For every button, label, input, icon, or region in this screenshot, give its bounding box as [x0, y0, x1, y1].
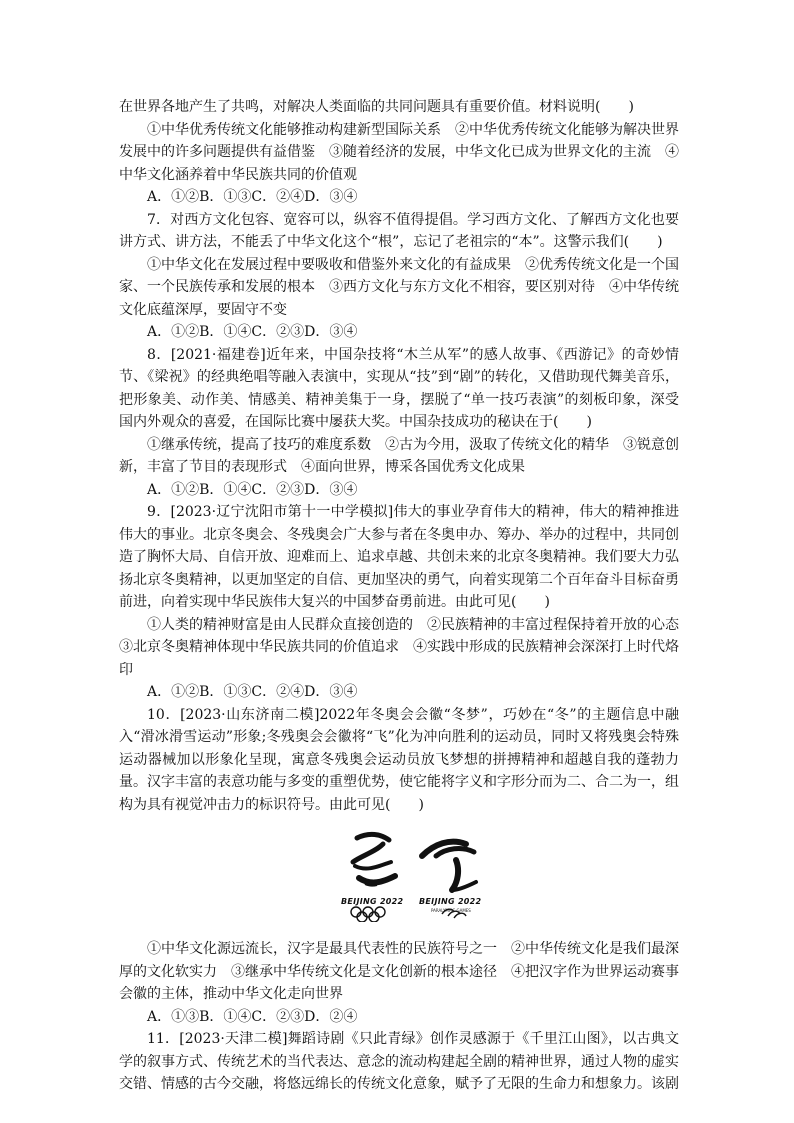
q8-stem: 8．[2021·福建卷]近年来，中国杂技将“木兰从军”的感人故事、《西游记》的奇妙情节、《梁祝》的经典绝唱等融入表演中，实现从“技”到“剧”的转化，又借助现代舞美音乐，把形象美、动作美、情感美、精神美集于一身，摆脱了“单一技巧表演”的刻板印象，深受国内外观众的喜爱，在国际比赛中屡获大奖。中国杂技成功的秘诀在于( ): [119, 346, 679, 430]
q9-stem: 9．[2023·辽宁沈阳市第十一中学模拟]伟大的事业孕育伟大的精神，伟大的精神推进伟大的事业。北京冬奥会、冬残奥会广大参与者在冬奥申办、筹办、举办的过程中，共同创造了胸怀大局、自信开放、迎难而上、追求卓越、共创未来的北京冬奥精神。我们要大力弘扬北京冬奥精神，以更加坚定的自信、更加坚决的勇气，向着实现第二个百年奋斗目标奋勇前进，向着实现中华民族伟大复兴的中国梦奋勇前进。由此可见( ): [119, 504, 679, 610]
q10-options: ①中华文化源远流长，汉字是最具代表性的民族符号之一 ②中华传统文化是我们最深厚的文化软实力 ③继承中华传统文化是文化创新的根本途径 ④把汉字作为世界运动赛事会徽的主体，推动中华文化走向世界: [119, 941, 679, 1002]
q10-answer-choices: A．①③B．①④C．②③D．②④: [147, 1008, 358, 1025]
q9-options: ①人类的精神财富是由人民群众直接创造的 ②民族精神的丰富过程保持着开放的心态 ③北京冬奥精神体现中华民族共同的价值追求 ④实践中形成的民族精神会深深打上时代烙印: [119, 616, 693, 678]
q6-options: ①中华优秀传统文化能够推动构建新型国际关系 ②中华优秀传统文化能够为解决世界发展中的许多问题提供有益借鉴 ③随着经济的发展，中华文化已成为世界文化的主流 ④中华文化涵养着中华民族共同的价值观: [119, 121, 679, 183]
olympic-emblem-caption: BEIJING 2022: [341, 897, 404, 906]
q6-answer-choices: A．①②B．①③C．②④D．③④: [147, 189, 358, 205]
q8-options: ①继承传统，提高了技巧的难度系数 ②古为今用，汲取了传统文化的精华 ③锐意创新，丰富了节目的表现形式 ④面向世界，博采各国优秀文化成果: [119, 436, 679, 475]
paralympic-emblem-caption: BEIJING 2022: [419, 897, 482, 906]
q7-answer-choices: A．①②B．①④C．②③D．③④: [147, 324, 358, 340]
beijing-2022-olympic-emblem: [339, 826, 409, 922]
paralympic-emblem-subcaption: PARALYMPIC GAMES: [431, 908, 471, 913]
q8-answer-choices: A．①②B．①④C．②③D．③④: [147, 481, 358, 498]
q9-answer-choices: A．①②B．①③C．②④D．③④: [147, 684, 358, 700]
q7-stem: 7．对西方文化包容、宽容可以，纵容不值得提倡。学习西方文化、了解西方文化也要讲方式、讲方法，不能丢了中华文化这个“根”，忘记了老祖宗的“本”。这警示我们( ): [119, 211, 679, 250]
q11-stem: 11．[2023·天津二模]舞蹈诗剧《只此青绿》创作灵感源于《千里江山图》，以古典文学的叙事方式、传统艺术的当代表达、意念的流动构建起全剧的精神世界，通过人物的虚实交错、情感的古今交融，将悠远绵长的传统文化意象，赋予了无限的生命力和想象力。该剧: [119, 1031, 679, 1092]
q7-options: ①中华文化在发展过程中要吸收和借鉴外来文化的有益成果 ②优秀传统文化是一个国家、一个民族传承和发展的根本 ③西方文化与东方文化不相容，要区别对待 ④中华传统文化底蕴深厚，要固守不变: [119, 256, 679, 318]
beijing-2022-emblems-figure: [119, 822, 679, 932]
q10-stem: 10．[2023·山东济南二模]2022年冬奥会会徽“冬梦”，巧妙在“冬”的主题信息中融入“滑冰滑雪运动”形象;冬残奥会会徽将“飞”化为冲向胜利的运动员，同时又将残奥会特殊运动器械加以形象化呈现，寓意冬残奥会运动员放飞梦想的拼搏精神和超越自我的蓬勃力量。汉字丰富的表意功能与多变的重塑优势，使它能将字义和字形分而为二、合二为一，组构为具有视觉冲击力的标识符号。由此可见( ): [119, 706, 679, 813]
document-page: [119, 96, 693, 1096]
q6-stem-tail: 在世界各地产生了共鸣，对解决人类面临的共同问题具有重要价值。材料说明( ): [119, 99, 634, 115]
